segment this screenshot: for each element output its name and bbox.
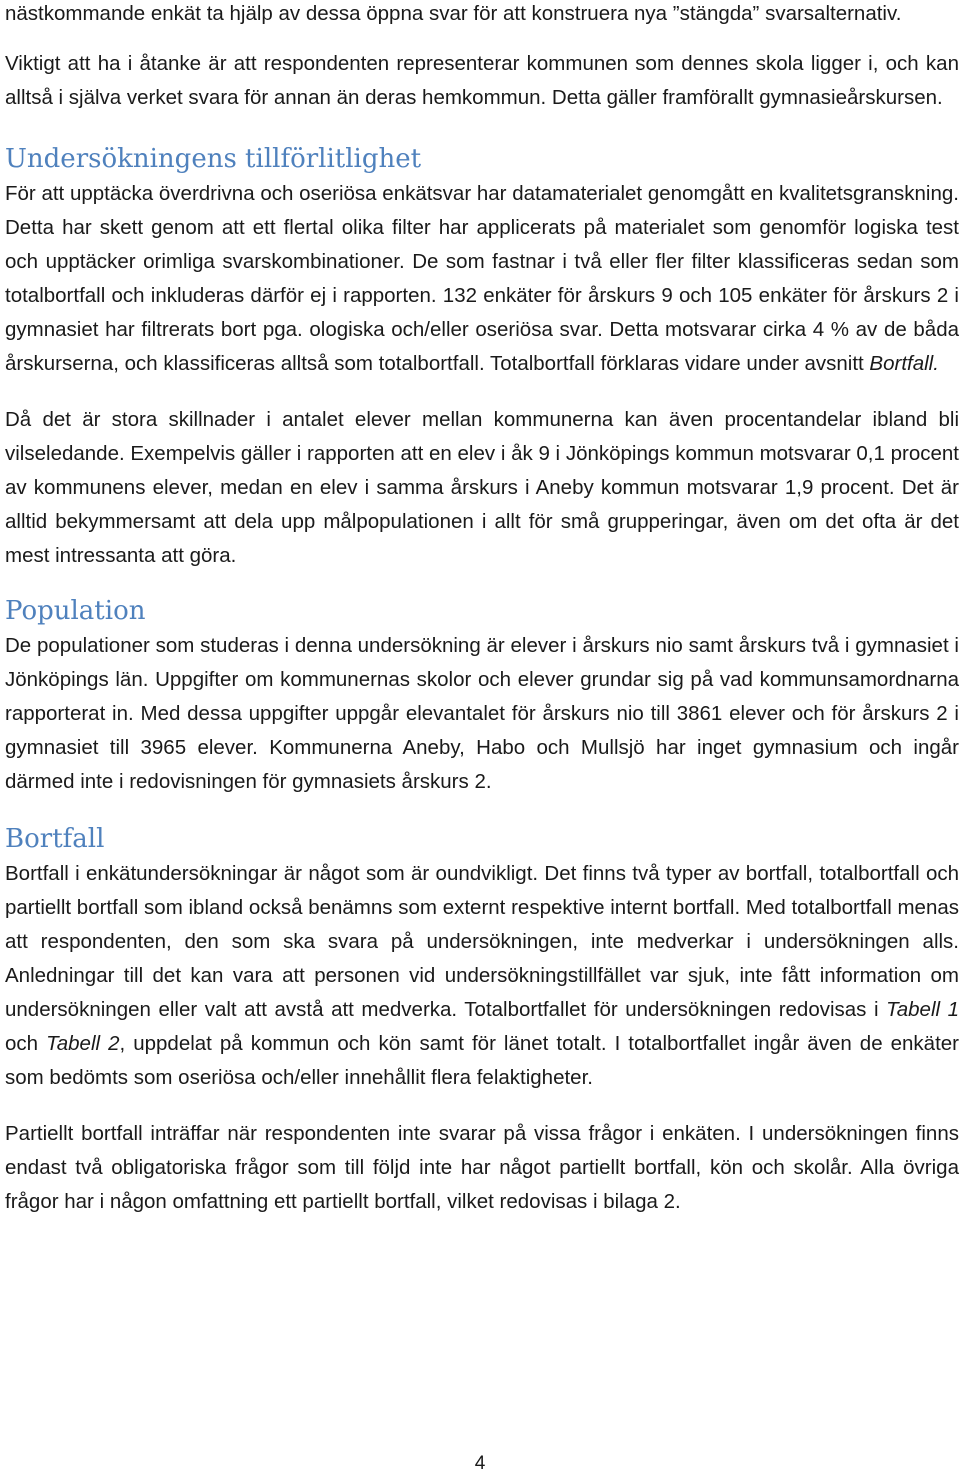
document-page (5, 0, 959, 1219)
population-paragraph-1: De populationer som studeras i denna undersökning är elever i årskurs nio samt årskurs två i gymnasiet i Jönköpings län. Uppgifter om kommunernas skolor och elever grundar sig på vad kommunsamordnarna rapporterat in. Med dessa uppgifter uppgår elevantalet för årskurs nio till 3861 elever och för årskurs 2 i gymnasiet till 3965 elever. Kommunerna Aneby, Habo och Mullsjö har inget gymnasium och ingår därmed inte i redovisningen för gymnasiets årskurs 2. (5, 634, 959, 793)
reliability-paragraph-1-text: För att upptäcka överdrivna och oseriösa enkätsvar har datamaterialet genomgått en kvalitetsgranskning. Detta har skett genom att ett flertal olika filter har applicerats på materialet som genomför logiska test och upptäcker orimliga svarskombinationer. De som fastnar i två eller fler filter klassificeras sedan som totalbortfall och inkluderas därför ej i rapporten. 132 enkäter för årskurs 9 och 105 enkäter för årskurs 2 i gymnasiet har filtrerats bort pga. ologiska och/eller oseriösa svar. Detta motsvarar cirka 4 % av de båda årskurserna, och klassificeras alltså som totalbortfall. Totalbortfall förklaras vidare under avsnitt (5, 182, 959, 375)
bortfall-paragraph-1-text-c: , uppdelat på kommun och kön samt för länet totalt. I totalbortfallet ingår även de enkäter som bedömts som oseriösa och/eller innehållit flera felaktigheter. (5, 1032, 960, 1089)
section-heading-reliability: Undersökningens tillförlitlighet (5, 144, 422, 174)
bortfall-paragraph-1-text-a: Bortfall i enkätundersökningar är något som är oundvikligt. Det finns två typer av bortfall, totalbortfall och partiellt bortfall som ibland också benämns som externt respektive internt bortfall. Med totalbortfall menas att respondenten, den som ska svara på undersökningen, inte medverkar i undersökningen alls. Anledningar till det kan vara att personen vid undersökningstillfället var sjuk, inte fått information om undersökningen eller valt att avstå att medverka. Totalbortfallet för undersökningen redovisas i (5, 862, 959, 1021)
section-heading-bortfall: Bortfall (5, 824, 105, 854)
intro-paragraph-2: Viktigt att ha i åtanke är att respondenten representerar kommunen som dennes skola ligger i, och kan alltså i själva verket svara för annan än deras hemkommun. Detta gäller framförallt gymnasieårskursen. (5, 52, 959, 109)
page-number: 4 (474, 1453, 486, 1474)
intro-paragraph-1: nästkommande enkät ta hjälp av dessa öppna svar för att konstruera nya ”stängda” svarsalternativ. (5, 2, 902, 25)
bortfall-paragraph-1-text-b: och (5, 1032, 47, 1055)
section-heading-population: Population (5, 596, 146, 626)
bortfall-paragraph-2: Partiellt bortfall inträffar när respondenten inte svarar på vissa frågor i enkäten. I undersökningen finns endast två obligatoriska frågor som till följd inte har något partiellt bortfall, kön och skolår. Alla övriga frågor har i någon omfattning ett partiellt bortfall, vilket redovisas i bilaga 2. (5, 1122, 959, 1213)
reliability-paragraph-1 (5, 177, 959, 381)
reliability-paragraph-1-italic: Bortfall. (869, 352, 939, 375)
tabell-1-reference: Tabell 1 (886, 998, 959, 1021)
tabell-2-reference: Tabell 2 (46, 1032, 120, 1055)
reliability-paragraph-2: Då det är stora skillnader i antalet elever mellan kommunerna kan även procentandelar ibland bli vilseledande. Exempelvis gäller i rapporten att en elev i åk 9 i Jönköpings kommun motsvarar 0,1 procent av kommunens elever, medan en elev i samma årskurs i Aneby kommun motsvarar 1,9 procent. Det är alltid bekymmersamt att dela upp målpopulationen i allt för små grupperingar, även om det ofta är det mest intressanta att göra. (5, 408, 959, 567)
bortfall-paragraph-1 (5, 857, 959, 1095)
